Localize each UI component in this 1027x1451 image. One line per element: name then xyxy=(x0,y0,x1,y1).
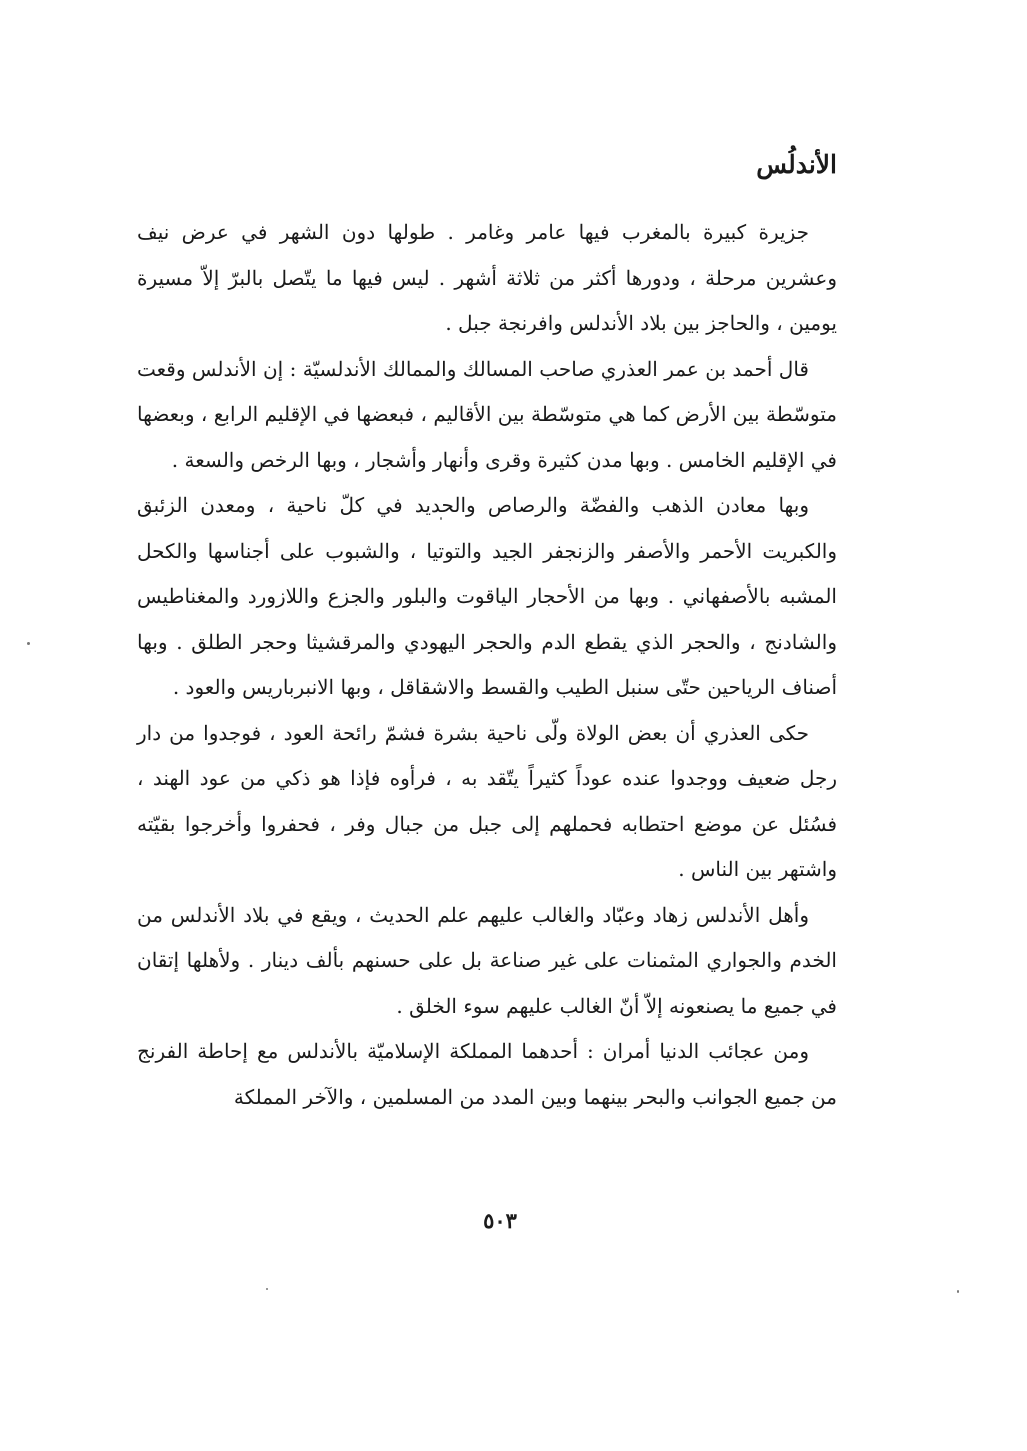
paragraph-aloeswood-story: حكى العذري أن بعض الولاة ولّى ناحية بشرة فشمّ رائحة العود ، فوجدوا من دار رجل ضعيف ووجدوا عنده عوداً كثيراً يتّقد به ، فرأوه فإذا هو ذكي من عود الهند ، فسُئل عن موضع احتطابه فحملهم إلى جبل من جبال وفر ، فحفروا وأخرجوا بقيّته واشتهر بين الناس . xyxy=(137,720,837,881)
scan-speck xyxy=(440,517,442,520)
paragraph-island-description: جزيرة كبيرة بالمغرب فيها عامر وغامر . طولها دون الشهر في عرض نيف وعشرين مرحلة ، ودورها أكثر من ثلاثة أشهر . ليس فيها ما يتّصل بالبرّ إلاّ مسيرة يومين ، والحاجز بين بلاد الأندلس وافرنجة جبل . xyxy=(137,220,837,335)
running-head: الأندلُس xyxy=(756,150,837,179)
paragraph-minerals: وبها معادن الذهب والفضّة والرصاص والحديد في كلّ ناحية ، ومعدن الزئبق والكبريت الأحمر والأصفر والزنجفر الجيد والتوتيا ، والشبوب على أجناسها والكحل المشبه بالأصفهاني . وبها من الأحجار الياقوت والبلور والجزع واللازورد والمغناطيس والشادنج ، والحجر الذي يقطع الدم والحجر اليهودي والمرقشيثا وحجر الطلق . وبها أصناف الرياحين حتّى سنبل الطيب والقسط والاشقاقل ، وبها الانبرباريس والعود . xyxy=(137,493,837,699)
scan-speck xyxy=(957,1290,959,1293)
body-text xyxy=(137,210,837,1120)
paragraph-udhri-climates: قال أحمد بن عمر العذري صاحب المسالك والممالك الأندلسيّة : إن الأندلس وقعت متوسّطة بين الأرض كما هي متوسّطة بين الأقاليم ، فبعضها في الإقليم الرابع ، وبعضها في الإقليم الخامس . وبها مدن كثيرة وقرى وأنهار وأشجار ، وبها الرخص والسعة . xyxy=(137,356,837,472)
paragraph-people: وأهل الأندلس زهاد وعبّاد والغالب عليهم علم الحديث ، ويقع في بلاد الأندلس من الخدم والجواري المثمنات على غير صناعة بل على حسنهم بألف دينار . ولأهلها إتقان في جميع ما يصنعونه إلاّ أنّ الغالب عليهم سوء الخلق . xyxy=(137,902,837,1018)
paragraph-wonders: ومن عجائب الدنيا أمران : أحدهما المملكة الإسلاميّة بالأندلس مع إحاطة الفرنج من جميع الجوانب والبحر بينهما وبين المدد من المسلمين ، والآخر المملكة xyxy=(137,1039,837,1109)
scan-speck xyxy=(266,1288,268,1290)
page-number: ٥٠٣ xyxy=(483,1208,517,1233)
scan-speck xyxy=(27,642,30,645)
